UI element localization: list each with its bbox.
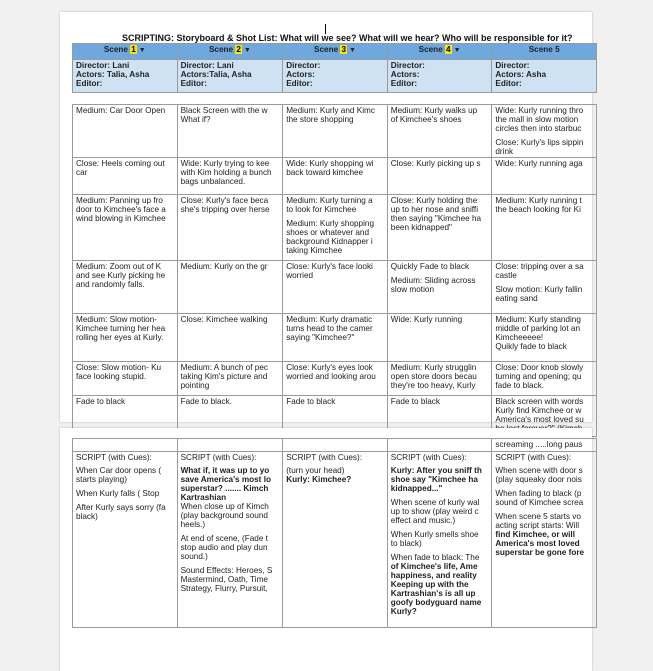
shot-cell[interactable] <box>73 158 178 195</box>
shot-text: Wide: Kurly shopping wi <box>286 159 374 168</box>
shot-row <box>73 195 597 261</box>
script-text: At end of scene, (Fade t <box>180 534 268 543</box>
shot-text: and see Kurly picking he <box>76 271 166 280</box>
doc-page-2 <box>60 428 592 671</box>
shot-text: and randomly falls. <box>76 280 145 289</box>
shot-text: What if? <box>180 115 211 124</box>
shot-text: Medium: Kurly dramatic <box>286 315 373 324</box>
script-label: SCRIPT (with Cues): <box>495 453 572 462</box>
script-text: When scene with door s <box>495 466 583 475</box>
script-text: Kurly: After you sniff th <box>390 466 482 475</box>
shot-text: Medium: Kurly walks up <box>390 106 478 115</box>
shot-text: Medium: Car Door Open <box>76 106 166 115</box>
script-text: When Kurly falls ( Stop <box>76 489 160 498</box>
shot-cell[interactable] <box>283 261 388 314</box>
shot-text: Medium: Zoom out of K <box>76 262 162 271</box>
shot-cell[interactable] <box>387 195 492 261</box>
shot-text: middle of parking lot an <box>495 324 581 333</box>
shot-text: the store shopping <box>286 115 354 124</box>
shot-text: face looking stupid. <box>76 372 147 381</box>
shot-text: with Kim holding a bunch <box>180 168 272 177</box>
scene-header[interactable]: Scene 5 <box>492 44 597 60</box>
script-text: up to show (play weird c <box>390 507 479 516</box>
shot-text: circles then into starbuc <box>495 124 582 133</box>
shot-text: Close: Kurly's eyes look <box>286 363 373 372</box>
shot-text: Wide: Kurly running aga <box>495 159 583 168</box>
shot-text: Close: Kurly's face looki <box>286 262 373 271</box>
shot-text: open store doors becau <box>390 372 477 381</box>
shot-row <box>73 314 597 362</box>
shot-text: Wide: Kurly running thro <box>495 106 584 115</box>
shot-text: back toward kimchee <box>286 168 364 177</box>
shot-cell[interactable] <box>73 195 178 261</box>
crew-cell[interactable]: Director: Actors: Editor: <box>283 60 388 93</box>
shot-text: drink <box>495 147 514 156</box>
shot-cell[interactable] <box>387 261 492 314</box>
shot-text: Medium: Sliding across <box>390 276 476 285</box>
shot-text: Close: Slow motion- Ku <box>76 363 162 372</box>
shot-cell[interactable] <box>177 314 283 362</box>
shot-text: Kurly find Kimchee or w <box>495 406 582 415</box>
script-text: When close up of Kimch <box>180 502 269 511</box>
shot-cell[interactable] <box>283 195 388 261</box>
script-text: goofy bodyguard name <box>390 598 482 607</box>
shot-text: Fade to black <box>390 397 440 406</box>
shot-text: Close: Kurly holding the <box>390 196 478 205</box>
shot-text: Quickly Fade to black <box>390 262 470 271</box>
shot-text: bags unbalanced. <box>180 177 246 186</box>
script-text: superstar? ....... Kimch <box>180 484 269 493</box>
shot-cell[interactable] <box>283 158 388 195</box>
script-text: starts playing) <box>76 475 127 484</box>
shot-text: taking Kimchee <box>286 246 343 255</box>
shot-cell[interactable] <box>73 105 178 158</box>
shot-cell[interactable] <box>492 314 597 362</box>
shot-cell[interactable] <box>177 105 283 158</box>
shot-text: Close: tripping over a sa <box>495 262 584 271</box>
script-cell[interactable] <box>387 452 492 628</box>
shot-cell[interactable] <box>177 158 283 195</box>
script-text: When scene 5 starts vo <box>495 512 581 521</box>
script-text: When fade to black: The <box>390 553 480 562</box>
overflow-cell[interactable]: screaming .....long paus <box>492 439 597 452</box>
doc-title: SCRIPTING: Storyboard & Shot List: What will we see? What will we hear? Who will be responsible for it? <box>122 33 573 43</box>
shot-text: Kimcheeeee! <box>495 333 544 342</box>
script-text: Mastermind, Oath, Time <box>180 575 268 584</box>
shot-text: Medium: Panning up fro <box>76 196 163 205</box>
shot-text: turns head to the camer <box>286 324 373 333</box>
script-text: When Kurly smells shoe <box>390 530 479 539</box>
shot-cell[interactable] <box>177 261 283 314</box>
script-label: SCRIPT (with Cues): <box>180 453 257 462</box>
scene-number: 1 <box>131 45 136 54</box>
crew-cell[interactable]: Director: Lani Actors: Talia, Asha Editor: <box>73 60 178 93</box>
script-text: heels.) <box>180 520 206 529</box>
scene-number: 2 <box>236 45 241 54</box>
shot-text: Fade to black <box>286 397 336 406</box>
shot-text: slow motion <box>390 285 435 294</box>
shot-cell[interactable] <box>283 314 388 362</box>
shot-cell[interactable] <box>73 314 178 362</box>
shot-cell[interactable] <box>387 362 492 396</box>
script-text: acting script starts: Will <box>495 521 580 530</box>
shot-text: Fade to black <box>76 397 126 406</box>
script-text: effect and music.) <box>390 516 456 525</box>
shot-text: Medium: Kurly strugglin <box>390 363 477 372</box>
overflow-cell[interactable] <box>73 439 178 452</box>
crew-cell[interactable]: Director: Lani Actors:Talia, Asha Editor: <box>177 60 283 93</box>
script-text: find Kimchee, or will <box>495 530 575 539</box>
script-text: happiness, and reality <box>390 571 477 580</box>
script-text: Sound Effects: Heroes, S <box>180 566 273 575</box>
shot-text: Quikly fade to black <box>495 342 567 351</box>
script-text: sound of Kimchee screa <box>495 498 584 507</box>
shot-cell[interactable] <box>387 158 492 195</box>
scene-number: 4 <box>446 45 451 54</box>
shot-cell[interactable] <box>492 195 597 261</box>
shot-text: door to Kimchee's face a <box>76 205 166 214</box>
shot-cell[interactable] <box>492 261 597 314</box>
shot-text: Slow motion: Kurly fallin <box>495 285 583 294</box>
shot-text: Close: Heels coming out <box>76 159 165 168</box>
shot-cell[interactable] <box>387 314 492 362</box>
shot-cell[interactable] <box>492 362 597 396</box>
chevron-down-icon[interactable]: ▼ <box>453 47 461 54</box>
script-text: Kartrashian's is all up <box>390 589 476 598</box>
shot-row <box>73 362 597 396</box>
shot-text: turning and opening; qu <box>495 372 582 381</box>
script-text: sound.) <box>180 552 208 561</box>
shot-cell[interactable] <box>283 362 388 396</box>
shot-text: Medium: Kurly running t <box>495 196 582 205</box>
script-text: When Car door opens ( <box>76 466 162 475</box>
shot-text: Close: Kimchee walking <box>180 315 268 324</box>
script-text: Keeping up with the <box>390 580 469 589</box>
shot-row <box>73 105 597 158</box>
shot-text: Medium: Slow motion- <box>76 315 157 324</box>
shot-text: they're too heavy, Kurly <box>390 381 476 390</box>
shot-text: Close: Kurly picking up s <box>390 159 481 168</box>
shot-text: wind blowing in Kimchee <box>76 214 166 223</box>
script-text: Kurly? <box>390 607 417 616</box>
overflow-row <box>73 439 597 452</box>
shot-cell[interactable] <box>177 362 283 396</box>
scene-header-row <box>73 44 597 60</box>
shot-text: Fade to black. <box>180 397 233 406</box>
shot-text: background Kidnapper i <box>286 237 373 246</box>
shot-text: Black screen with words <box>495 397 584 406</box>
shot-text: the mall in slow motion <box>495 115 579 124</box>
shot-text: America's most loved su <box>495 415 584 424</box>
chevron-down-icon[interactable]: ▼ <box>138 47 146 54</box>
shot-text: shoes or whatever and <box>286 228 370 237</box>
shot-text: then saying "Kimchee ha <box>390 214 482 223</box>
script-label: SCRIPT (with Cues): <box>286 453 363 462</box>
crew-row <box>73 60 597 93</box>
script-cell[interactable] <box>73 452 178 628</box>
shot-text: up to her nose and sniffi <box>390 205 479 214</box>
chevron-down-icon[interactable]: ▼ <box>349 47 356 54</box>
script-text: When fading to black (p <box>495 489 582 498</box>
shot-text: worried and looking arou <box>286 372 376 381</box>
scene-header[interactable]: Scene 4 ▼ <box>387 44 492 60</box>
chevron-down-icon[interactable]: ▼ <box>243 47 251 54</box>
shot-cell[interactable] <box>387 105 492 158</box>
script-text: superstar be gone fore <box>495 548 585 557</box>
overflow-cell[interactable] <box>177 439 283 452</box>
shot-text: Medium: Kurly and Kimc <box>286 106 375 115</box>
scene-header[interactable]: Scene 1 ▼ <box>73 44 178 60</box>
script-text: black) <box>76 512 98 521</box>
script-text: Kartrashian <box>180 493 227 502</box>
shot-cell[interactable] <box>177 195 283 261</box>
script-text: shoe say "Kimchee ha <box>390 475 478 484</box>
shot-row <box>73 261 597 314</box>
script-text: save America's most lo <box>180 475 271 484</box>
shot-text: Close: Door knob slowly <box>495 363 584 372</box>
shot-text: she's tripping over herse <box>180 205 270 214</box>
script-row <box>73 452 597 628</box>
script-cell[interactable] <box>283 452 388 628</box>
script-text: to black) <box>390 539 422 548</box>
script-text: America's most loved <box>495 539 580 548</box>
shot-list-table <box>72 104 597 437</box>
script-table <box>72 438 597 628</box>
script-text: When scene of kurly wal <box>390 498 480 507</box>
script-text: Kurly: Kimchee? <box>286 475 352 484</box>
shot-text: Close: Kurly's face beca <box>180 196 269 205</box>
scene-number: 3 <box>341 45 346 54</box>
overflow-cell[interactable] <box>283 439 388 452</box>
shot-text: rolling her eyes at Kurly. <box>76 333 164 342</box>
shot-text: Close: Kurly's lips sippin <box>495 138 584 147</box>
shot-text: Medium: Kurly standing <box>495 315 581 324</box>
crew-cell[interactable]: Director: Actors: Editor: <box>387 60 492 93</box>
scene-header[interactable]: Scene 2 ▼ <box>177 44 283 60</box>
shot-text: pointing <box>180 381 210 390</box>
script-text: After Kurly says sorry (fa <box>76 503 166 512</box>
shot-text: eating sand <box>495 294 538 303</box>
overflow-cell[interactable] <box>387 439 492 452</box>
shot-text: Medium: Kurly turning a <box>286 196 373 205</box>
shot-text: worried <box>286 271 314 280</box>
script-text: kidnapped..." <box>390 484 443 493</box>
script-text: stop audio and play dun <box>180 543 268 552</box>
doc-page-1 <box>60 12 592 422</box>
script-cell[interactable] <box>177 452 283 628</box>
shot-cell[interactable] <box>492 105 597 158</box>
script-text: (play background sound <box>180 511 268 520</box>
script-cell[interactable] <box>492 452 597 628</box>
shot-text: taking Kim's picture and <box>180 372 268 381</box>
shot-text: Medium: A bunch of pec <box>180 363 268 372</box>
shot-row <box>73 158 597 195</box>
shot-text: the beach looking for Ki <box>495 205 581 214</box>
script-text: Strategy, Flurry, Pursuit, <box>180 584 268 593</box>
shot-cell[interactable] <box>73 261 178 314</box>
script-label: SCRIPT (with Cues): <box>390 453 467 462</box>
shot-text: to look for Kimchee <box>286 205 357 214</box>
shot-cell[interactable] <box>492 158 597 195</box>
script-label: SCRIPT (with Cues): <box>76 453 152 462</box>
shot-text: Wide: Kurly running <box>390 315 463 324</box>
shot-text: castle <box>495 271 517 280</box>
shot-text: car <box>76 168 88 177</box>
scene-header[interactable]: Scene 3 ▼ <box>283 44 388 60</box>
shot-text: Medium: Kurly shopping <box>286 219 375 228</box>
storyboard-table <box>72 43 597 93</box>
shot-text: saying "Kimchee?" <box>286 333 355 342</box>
script-text: (play squeaky door nois <box>495 475 582 484</box>
script-text: (turn your head) <box>286 466 345 475</box>
shot-text: Kimchee turning her hea <box>76 324 166 333</box>
shot-text: fade to black. <box>495 381 545 390</box>
script-text: What if, it was up to yo <box>180 466 270 475</box>
shot-cell[interactable] <box>73 362 178 396</box>
script-text: of Kimchee's life, Ame <box>390 562 478 571</box>
crew-cell[interactable]: Director: Actors: Asha Editor: <box>492 60 597 93</box>
shot-cell[interactable] <box>283 105 388 158</box>
shot-text: Black Screen with the w <box>180 106 268 115</box>
shot-text: Medium: Kurly on the gr <box>180 262 268 271</box>
shot-text: of Kimchee's shoes <box>390 115 462 124</box>
shot-text: been kidnapped" <box>390 223 452 232</box>
shot-text: Wide: Kurly trying to kee <box>180 159 270 168</box>
